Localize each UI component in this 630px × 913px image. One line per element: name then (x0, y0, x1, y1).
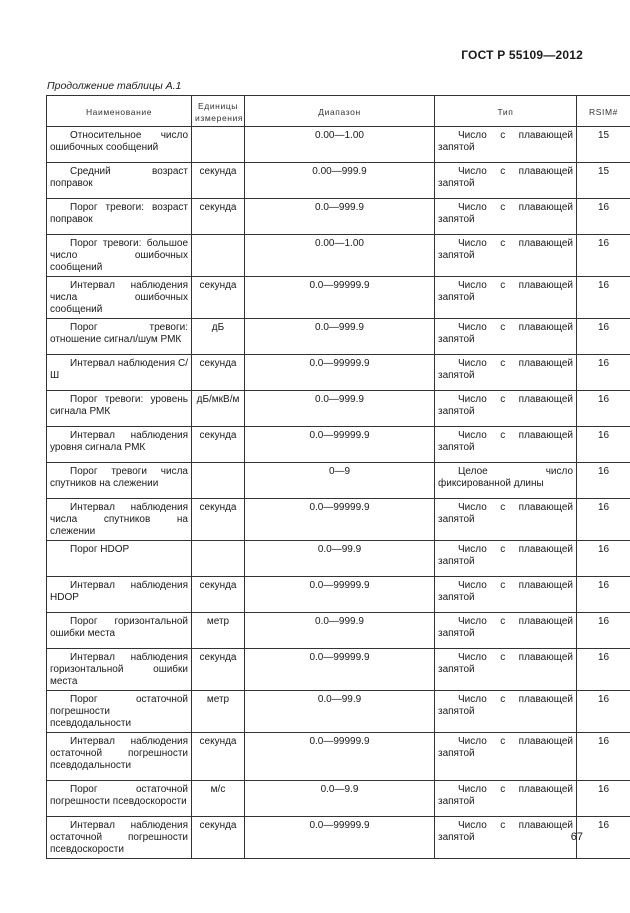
cell-name: Интервал наблюдения HDOP (47, 577, 192, 613)
cell-range: 0—9 (245, 463, 435, 499)
cell-rsim: 16 (577, 391, 630, 427)
cell-unit (192, 463, 245, 499)
table-header-row (47, 96, 630, 127)
table-row (47, 319, 630, 355)
table-caption: Продолжение таблицы А.1 (47, 80, 182, 92)
table-row (47, 781, 630, 817)
cell-range: 0.0—999.9 (245, 319, 435, 355)
cell-unit: метр (192, 691, 245, 733)
cell-name: Порог тревоги: возраст поправок (47, 199, 192, 235)
cell-unit: дБ (192, 319, 245, 355)
cell-type: Число с плавающей запятой (435, 649, 577, 691)
cell-range: 0.0—999.9 (245, 199, 435, 235)
cell-unit: м/с (192, 781, 245, 817)
cell-rsim: 16 (577, 319, 630, 355)
cell-name: Порог тревоги: уровень сигнала РМК (47, 391, 192, 427)
cell-range: 0.0—99999.9 (245, 499, 435, 541)
cell-range: 0.0—99999.9 (245, 817, 435, 859)
cell-unit (192, 235, 245, 277)
page-number: 67 (570, 831, 583, 843)
cell-rsim: 16 (577, 691, 630, 733)
cell-name: Порог остаточной погрешности псевдоскорости (47, 781, 192, 817)
col-header-type: Тип (435, 96, 577, 127)
cell-type: Число с плавающей запятой (435, 391, 577, 427)
cell-rsim: 16 (577, 355, 630, 391)
cell-unit: секунда (192, 733, 245, 781)
parameters-table (46, 95, 630, 859)
cell-type: Число с плавающей запятой (435, 319, 577, 355)
table-row (47, 499, 630, 541)
table-row (47, 463, 630, 499)
cell-type: Число с плавающей запятой (435, 427, 577, 463)
cell-unit: секунда (192, 649, 245, 691)
cell-range: 0.0—99999.9 (245, 649, 435, 691)
cell-type: Число с плавающей запятой (435, 733, 577, 781)
cell-range: 0.0—99.9 (245, 541, 435, 577)
cell-rsim: 15 (577, 127, 630, 163)
table-row (47, 199, 630, 235)
cell-range: 0.0—9.9 (245, 781, 435, 817)
cell-name: Интервал наблюдения уровня сигнала РМК (47, 427, 192, 463)
cell-name: Порог горизонтальной ошибки места (47, 613, 192, 649)
cell-rsim: 16 (577, 199, 630, 235)
cell-type: Число с плавающей запятой (435, 541, 577, 577)
cell-range: 0.0—999.9 (245, 391, 435, 427)
cell-type: Число с плавающей запятой (435, 613, 577, 649)
table-row (47, 541, 630, 577)
cell-type: Число с плавающей запятой (435, 355, 577, 391)
cell-name: Интервал наблюдения С/Ш (47, 355, 192, 391)
cell-range: 0.0—99999.9 (245, 733, 435, 781)
table-row (47, 391, 630, 427)
cell-unit: секунда (192, 199, 245, 235)
cell-unit: метр (192, 613, 245, 649)
cell-unit: секунда (192, 499, 245, 541)
table-row (47, 277, 630, 319)
cell-unit: секунда (192, 355, 245, 391)
cell-range: 0.00—1.00 (245, 127, 435, 163)
cell-name: Средний возраст поправок (47, 163, 192, 199)
col-header-rsim: RSIM# (577, 96, 630, 127)
cell-range: 0.0—99999.9 (245, 577, 435, 613)
cell-rsim: 16 (577, 613, 630, 649)
cell-name: Порог остаточной погрешности псевдодальности (47, 691, 192, 733)
cell-unit: дБ/мкВ/м (192, 391, 245, 427)
cell-name: Порог тревоги: отношение сигнал/шум РМК (47, 319, 192, 355)
col-header-name: Наименование (47, 96, 192, 127)
cell-rsim: 16 (577, 427, 630, 463)
cell-type: Число с плавающей запятой (435, 691, 577, 733)
cell-type: Число с плавающей запятой (435, 781, 577, 817)
cell-unit (192, 541, 245, 577)
cell-unit: секунда (192, 817, 245, 859)
cell-rsim: 16 (577, 781, 630, 817)
cell-range: 0.0—99999.9 (245, 355, 435, 391)
table-row (47, 235, 630, 277)
table-row (47, 733, 630, 781)
cell-type: Число с плавающей запятой (435, 163, 577, 199)
cell-rsim: 15 (577, 163, 630, 199)
col-header-unit: Единицы измерения (192, 96, 245, 127)
cell-rsim: 16 (577, 277, 630, 319)
cell-type: Число с плавающей запятой (435, 577, 577, 613)
cell-range: 0.0—99.9 (245, 691, 435, 733)
cell-rsim: 16 (577, 463, 630, 499)
cell-range: 0.0—99999.9 (245, 427, 435, 463)
table-row (47, 649, 630, 691)
cell-name: Порог HDOP (47, 541, 192, 577)
cell-rsim: 16 (577, 577, 630, 613)
standard-code: ГОСТ Р 55109—2012 (461, 48, 583, 62)
cell-rsim: 16 (577, 235, 630, 277)
cell-type: Целое число фиксированной длины (435, 463, 577, 499)
table-row (47, 163, 630, 199)
table-row (47, 577, 630, 613)
cell-unit: секунда (192, 277, 245, 319)
cell-type: Число с плавающей запятой (435, 277, 577, 319)
table-row (47, 127, 630, 163)
cell-name: Порог тревоги числа спутников на слежении (47, 463, 192, 499)
cell-unit: секунда (192, 427, 245, 463)
table-row (47, 355, 630, 391)
cell-type: Число с плавающей запятой (435, 127, 577, 163)
cell-unit: секунда (192, 577, 245, 613)
col-header-range: Диапазон (245, 96, 435, 127)
cell-rsim: 16 (577, 733, 630, 781)
cell-rsim: 16 (577, 649, 630, 691)
cell-type: Число с плавающей запятой (435, 817, 577, 859)
cell-name: Интервал наблюдения остаточной погрешности псевдоскорости (47, 817, 192, 859)
cell-rsim: 16 (577, 541, 630, 577)
table-row (47, 817, 630, 859)
cell-range: 0.0—999.9 (245, 613, 435, 649)
cell-name: Относительное число ошибочных сообщений (47, 127, 192, 163)
cell-name: Интервал наблюдения остаточной погрешности псевдодальности (47, 733, 192, 781)
cell-range: 0.00—999.9 (245, 163, 435, 199)
table-row (47, 691, 630, 733)
cell-name: Порог тревоги: большое число ошибочных сообщений (47, 235, 192, 277)
cell-type: Число с плавающей запятой (435, 499, 577, 541)
cell-name: Интервал наблюдения горизонтальной ошибки места (47, 649, 192, 691)
cell-type: Число с плавающей запятой (435, 199, 577, 235)
table-row (47, 427, 630, 463)
cell-range: 0.0—99999.9 (245, 277, 435, 319)
cell-range: 0.00—1.00 (245, 235, 435, 277)
cell-rsim: 16 (577, 499, 630, 541)
cell-name: Интервал наблюдения числа спутников на слежении (47, 499, 192, 541)
cell-unit: секунда (192, 163, 245, 199)
cell-rsim: 16 (577, 817, 630, 859)
cell-unit (192, 127, 245, 163)
cell-name: Интервал наблюдения числа ошибочных сообщений (47, 277, 192, 319)
cell-type: Число с плавающей запятой (435, 235, 577, 277)
table-row (47, 613, 630, 649)
